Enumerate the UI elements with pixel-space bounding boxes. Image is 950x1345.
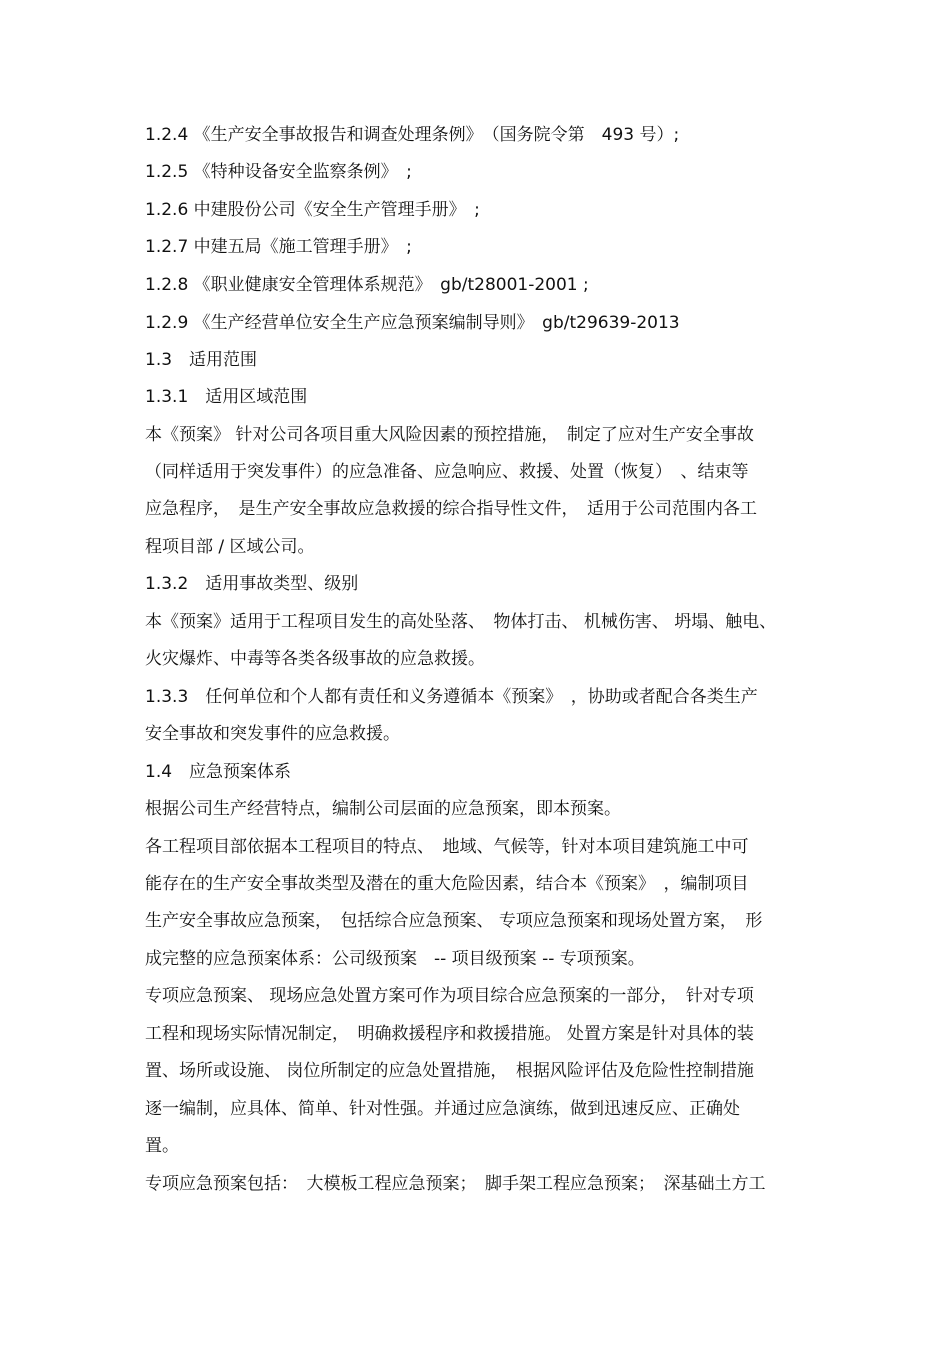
text-line: （同样适用于突发事件）的应急准备、应急响应、救援、处置（恢复） 、结束等: [145, 462, 749, 482]
text-line: 本《预案》适用于工程项目发生的高处坠落、 物体打击、 机械伤害、 坍塌、触电、: [145, 612, 777, 632]
text-line: 1.2.4 《生产安全事故报告和调查处理条例》 （国务院令第 493 号）;: [145, 125, 680, 145]
text-line: 1.3.3 任何单位和个人都有责任和义务遵循本《预案》 ，协助或者配合各类生产: [145, 687, 758, 707]
subsection-heading: 1.3.2 适用事故类型、级别: [145, 574, 359, 594]
text-line: 本《预案》 针对公司各项目重大风险因素的预控措施， 制定了应对生产安全事故: [145, 425, 754, 445]
text-line: 置。: [145, 1136, 179, 1156]
text-line: 各工程项目部依据本工程项目的特点、 地域、气候等，针对本项目建筑施工中可: [145, 837, 749, 857]
text-line: 应急程序， 是生产安全事故应急救援的综合指导性文件， 适用于公司范围内各工: [145, 499, 757, 519]
text-line: 根据公司生产经营特点，编制公司层面的应急预案，即本预案。: [145, 799, 621, 819]
text-line: 能存在的生产安全事故类型及潜在的重大危险因素，结合本《预案》 ，编制项目: [145, 874, 749, 894]
text-line: 1.2.9 《生产经营单位安全生产应急预案编制导则》 gb/t29639-2013: [145, 313, 680, 333]
subsection-heading: 1.3.1 适用区域范围: [145, 387, 308, 407]
text-line: 工程和现场实际情况制定， 明确救援程序和救援措施。 处置方案是针对具体的装: [145, 1024, 754, 1044]
text-line: 生产安全事故应急预案， 包括综合应急预案、 专项应急预案和现场处置方案， 形: [145, 911, 763, 931]
section-heading: 1.4 应急预案体系: [145, 762, 292, 782]
text-line: 1.2.7 中建五局《施工管理手册》 ;: [145, 237, 412, 257]
text-line: 程项目部 / 区域公司。: [145, 537, 315, 557]
text-line: 1.2.8 《职业健康安全管理体系规范》 gb/t28001-2001 ;: [145, 275, 589, 295]
text-line: 逐一编制，应具体、简单、针对性强。并通过应急演练，做到迅速反应、正确处: [145, 1099, 740, 1119]
text-line: 1.2.5 《特种设备安全监察条例》 ;: [145, 162, 412, 182]
text-line: 火灾爆炸、中毒等各类各级事故的应急救援。: [145, 649, 485, 669]
text-line: 置、场所或设施、 岗位所制定的应急处置措施， 根据风险评估及危险性控制措施: [145, 1061, 754, 1081]
text-line: 专项应急预案包括： 大模板工程应急预案； 脚手架工程应急预案； 深基础土方工: [145, 1174, 766, 1194]
text-line: 专项应急预案、 现场应急处置方案可作为项目综合应急预案的一部分， 针对专项: [145, 986, 754, 1006]
section-heading: 1.3 适用范围: [145, 350, 258, 370]
text-line: 1.2.6 中建股份公司《安全生产管理手册》 ;: [145, 200, 480, 220]
text-line: 安全事故和突发事件的应急救援。: [145, 724, 400, 744]
text-line: 成完整的应急预案体系：公司级预案 -- 项目级预案 -- 专项预案。: [145, 949, 645, 969]
